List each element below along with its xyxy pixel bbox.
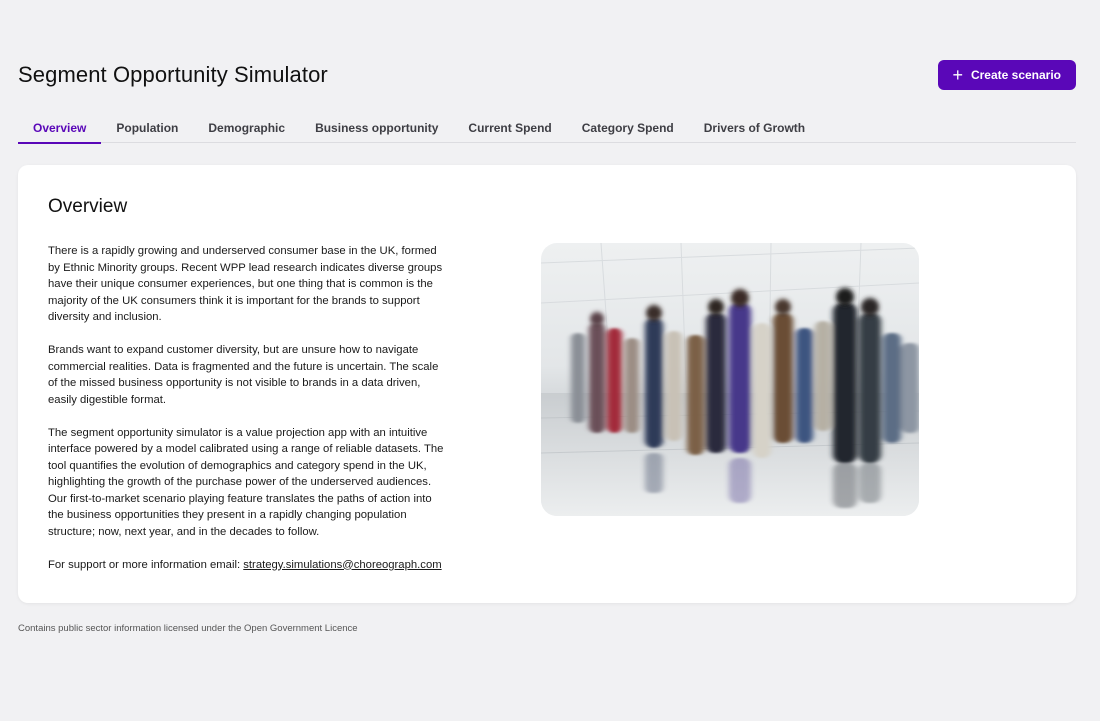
support-line — [48, 557, 448, 574]
tab-bar — [18, 112, 1076, 143]
create-scenario-label: Create scenario — [970, 68, 1061, 82]
plus-icon: + — [952, 64, 963, 85]
overview-paragraph-1: There is a rapidly growing and underserved consumer base in the UK, formed by Ethnic Minority groups. Recent WPP lead research indicates diverse groups have their unique consumer experiences, but one thing that is common is the majority of the UK consumers think it is important for the brands to support diversity and inclusion. — [48, 245, 443, 323]
crowd-photo — [541, 243, 919, 516]
overview-heading: Overview — [48, 196, 128, 217]
overview-card — [18, 165, 1076, 603]
overview-paragraph-3: The segment opportunity simulator is a value projection app with an intuitive interface powered by a model calibrated using a range of reliable datasets. The tool quantifies the evolution of demographics and category spend in the UK, highlighting the growth of the purchase power of the underserved audiences. Our first-to-market scenario playing feature translates the paths of action into the business opportunities they present in a rapidly changing population structure; now, next year, and in the decades to follow. — [48, 426, 444, 538]
tab-current-spend[interactable]: Current Spend — [468, 120, 552, 135]
tab-category-spend[interactable]: Category Spend — [581, 120, 674, 135]
tab-population[interactable]: Population — [116, 120, 179, 135]
tab-drivers-of-growth[interactable]: Drivers of Growth — [703, 120, 806, 135]
tab-demographic[interactable]: Demographic — [208, 120, 286, 135]
page-header — [18, 60, 1076, 90]
overview-text — [48, 243, 448, 590]
support-email-link[interactable]: strategy.simulations@choreograph.com — [243, 558, 442, 571]
overview-paragraph-2: Brands want to expand customer diversity, but are unsure how to navigate commercial realities. Data is fragmented and the future is uncertain. The scale of the missed business opportunity is not visible to brands in a data driven, easily digestible format. — [48, 344, 439, 406]
licence-note: Contains public sector information licensed under the Open Government Licence — [18, 623, 358, 634]
tab-business-opportunity[interactable]: Business opportunity — [315, 120, 439, 135]
page-title: Segment Opportunity Simulator — [18, 62, 328, 87]
tab-overview[interactable]: Overview — [18, 112, 101, 143]
create-scenario-button[interactable] — [938, 60, 1076, 90]
support-text: For support or more information email: — [48, 558, 244, 571]
